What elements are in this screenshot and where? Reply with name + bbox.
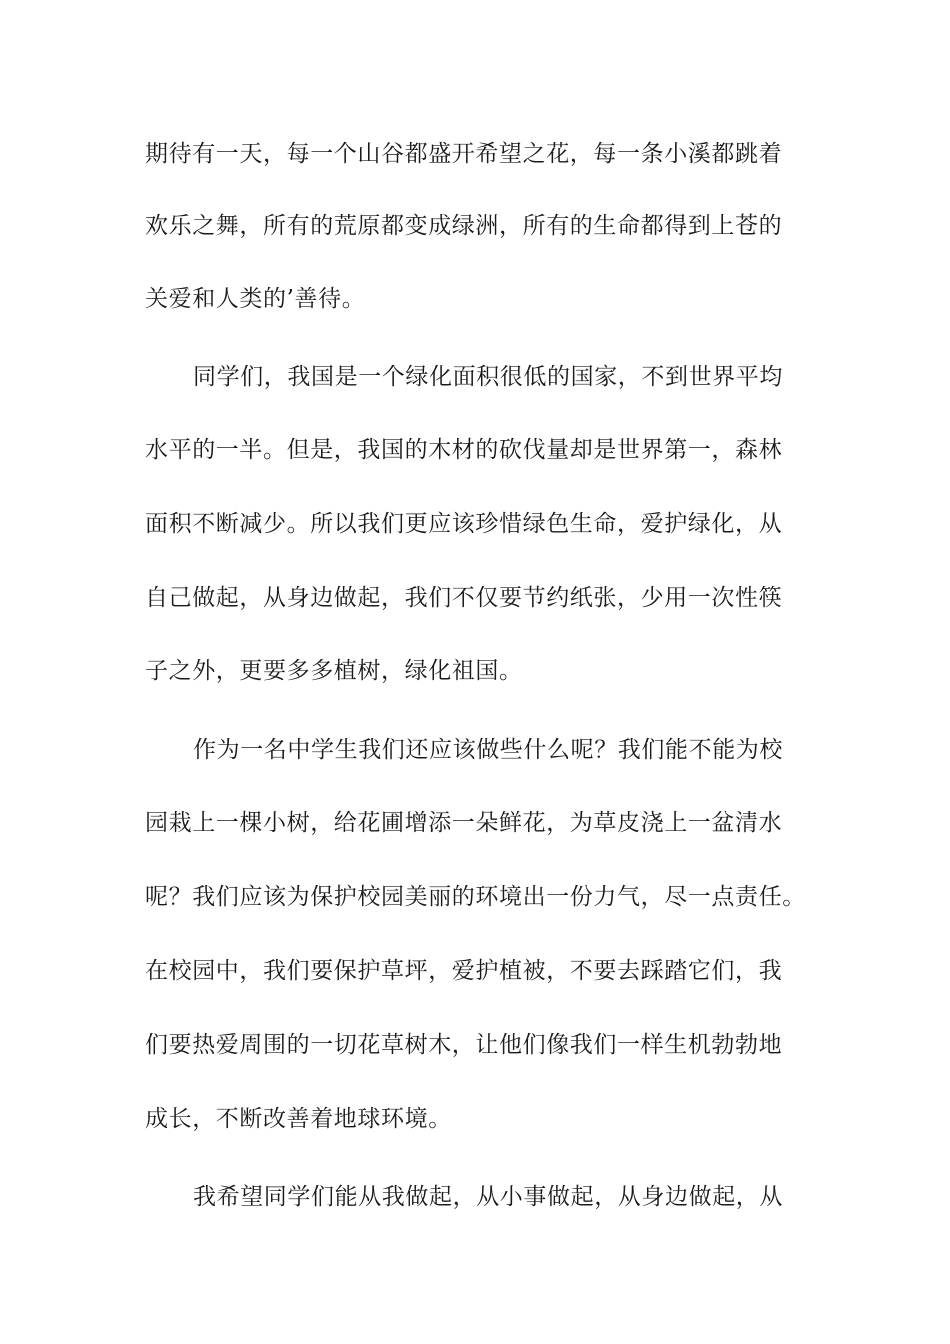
paragraph-first-line: 同学们，我国是一个绿化面积很低的国家，不到世界平均 [193,364,783,390]
text-line: 期待有一天，每一个山谷都盛开希望之花，每一条小溪都跳着 [145,141,783,167]
text-line: 关爱和人类的’善待。 [145,286,366,312]
paragraph-first-line: 我希望同学们能从我做起，从小事做起，从身边做起，从 [193,1184,783,1210]
text-line: 呢？我们应该为保护校园美丽的环境出一份力气，尽一点责任。 [145,884,806,910]
text-line: 成长，不断改善着地球环境。 [145,1106,452,1132]
text-line: 们要热爱周围的一切花草树木，让他们像我们一样生机勃勃地 [145,1032,783,1058]
text-line: 在校园中，我们要保护草坪，爱护植被，不要去踩踏它们，我 [145,958,783,984]
text-line: 面积不断减少。所以我们更应该珍惜绿色生命，爱护绿化，从 [145,511,783,537]
text-line: 自己做起，从身边做起，我们不仅要节约纸张，少用一次性筷 [145,585,783,611]
text-line: 园栽上一棵小树，给花圃增添一朵鲜花，为草皮浇上一盆清水 [145,810,783,836]
text-line: 水平的一半。但是，我国的木材的砍伐量却是世界第一，森林 [145,437,783,463]
text-line: 子之外，更要多多植树，绿化祖国。 [145,658,523,684]
text-line: 欢乐之舞，所有的荒原都变成绿洲，所有的生命都得到上苍的 [145,213,783,239]
paragraph-first-line: 作为一名中学生我们还应该做些什么呢？我们能不能为校 [193,737,783,763]
